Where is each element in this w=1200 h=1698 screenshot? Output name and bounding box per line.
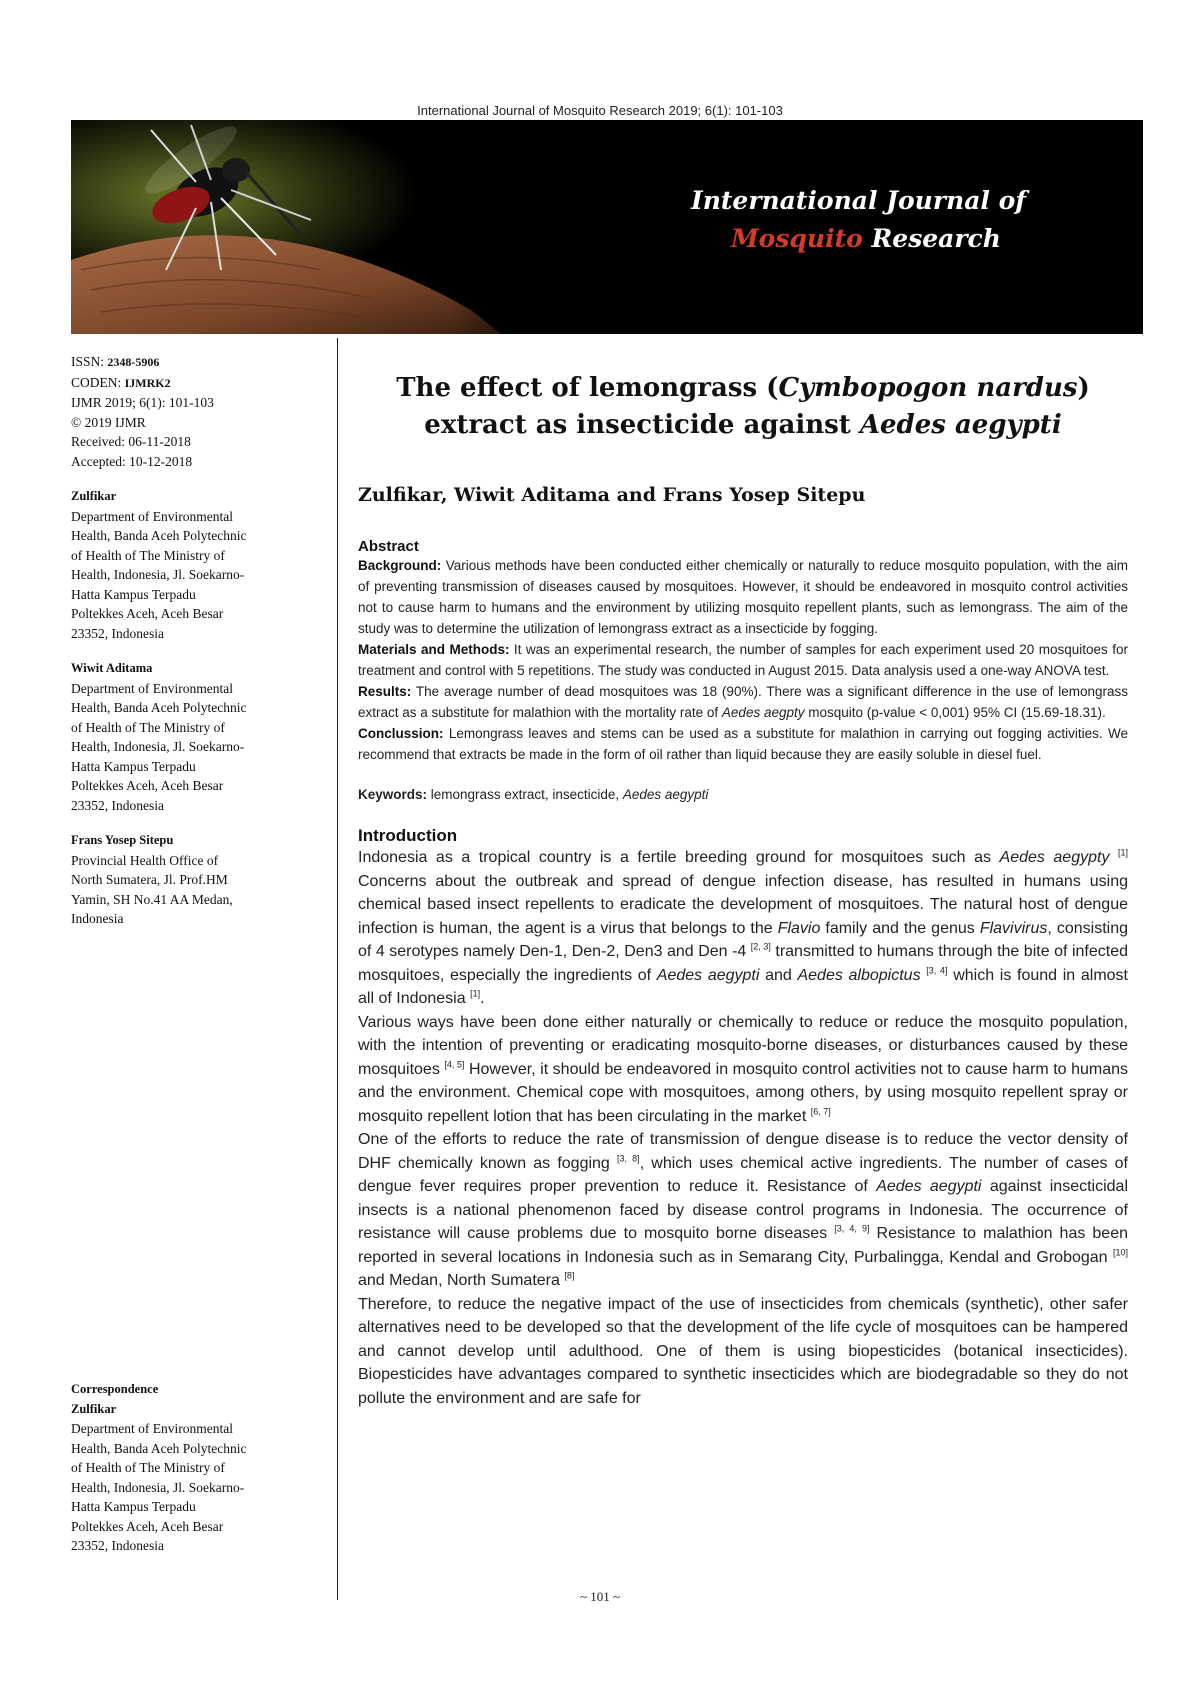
journal-banner xyxy=(71,120,1143,334)
article-main xyxy=(358,370,1128,1410)
abstract-conclusion: Conclussion: Lemongrass leaves and stems can be used as a substitute for malathion in carrying out fogging activities. We recommend that extracts be made in the form of oil rather than liquid because they are easily soluble in diesel fuel. xyxy=(358,726,1128,762)
author-affiliation: Frans Yosep Sitepu Provincial Health Office of North Sumatera, Jl. Prof.HM Yamin, SH No.41 AA Medan, Indonesia xyxy=(71,831,311,929)
abstract-results: Results: The average number of dead mosquitoes was 18 (90%). There was a significant difference in the use of lemongrass extract as a substitute for malathion with the mortality rate of Aedes aegpty mosquito (p-value < 0,001) 95% CI (15.69-18.31). xyxy=(358,684,1128,720)
abstract-background: Background: Various methods have been conducted either chemically or naturally to reduce mosquito population, with the aim of preventing transmission of diseases caused by mosquitoes. However, it should be endeavored in mosquito control activities not to cause harm to humans and the environment by utilizing mosquito repellent plants, such as lemongrass. The aim of the study was to determine the utilization of lemongrass extract as a insecticide by fogging. xyxy=(358,558,1128,636)
journal-name-line2 xyxy=(691,220,1121,258)
correspondence-label: Correspondence xyxy=(71,1382,159,1396)
article-title: The effect of lemongrass (Cymbopogon nardus) extract as insecticide against Aedes aegypti xyxy=(396,373,1090,440)
correspondence-name: Zulfikar xyxy=(71,1401,117,1416)
intro-paragraph-2: Various ways have been done either naturally or chemically to reduce or reduce the mosquito population, with the intention of preventing or eradicating mosquito-borne diseases, or disturbances caused by these mosquitoes [4, 5] However, it should be endeavored in mosquito control activities not to cause harm to humans and the environment. Chemical cope with mosquitoes, among others, by using mosquito repellent spray or mosquito repellent lotion that has been circulating in the market [6, 7] xyxy=(358,1013,1129,1125)
correspondence-block: Correspondence Zulfikar Department of Environmental Health, Banda Aceh Polytechnic of Health of The Ministry of Health, Indonesia, Jl. Soekarno- Hatta Kampus Terpadu Poltekkes Aceh, Aceh Besar 23352, Indonesia xyxy=(71,1380,311,1556)
author-name: Zulfikar xyxy=(71,489,117,503)
issn-line: ISSN: 2348-5906 xyxy=(71,354,160,369)
intro-paragraph-3: One of the efforts to reduce the rate of transmission of dengue disease is to reduce the vector density of DHF chemically known as fogging [3, 8], which uses chemical active ingredients. The number of cases of dengue fever requires proper prevention to reduce it. Resistance of Aedes aegypti against insecticidal insects is a national phenomenon faced by disease control programs in Indonesia. The occurrence of resistance will cause problems due to mosquito borne diseases [3, 4, 9] Resistance to malathion has been reported in several locations in Indonesia such as in Semarang City, Purbalingga, Kendal and Grobogan [10] and Medan, North Sumatera [8] xyxy=(358,1131,1129,1289)
journal-name-rest: Research xyxy=(862,224,1001,253)
coden-line: CODEN: IJMRK2 xyxy=(71,374,171,390)
article-info-sidebar xyxy=(71,352,311,929)
intro-paragraph-4: Therefore, to reduce the negative impact of the use of insecticides from chemicals (synthetic), other safer alternatives need to be developed so that the development of the life cycle of mosquitoes can be hampered and cannot develop until adulthood. One of them is using biopesticides (botanical insecticides). Biopesticides have advantages compared to synthetic insecticides which are biodegradable so they do not pollute the environment and are safe for xyxy=(358,1295,1128,1407)
article-authors: Zulfikar, Wiwit Aditama and Frans Yosep Sitepu xyxy=(358,484,866,506)
abstract-heading: Abstract xyxy=(358,538,419,555)
journal-name-line1: International Journal of xyxy=(691,186,1027,215)
abstract-methods: Materials and Methods: It was an experimental research, the number of samples for each experiment used 20 mosquitoes for treatment and control with 5 repetitions. The study was conducted in August 2015. Data analysis used a one-way ANOVA test. xyxy=(358,642,1128,678)
citation-line: IJMR 2019; 6(1): 101-103 xyxy=(71,395,214,410)
keywords: Keywords: lemongrass extract, insecticide, Aedes aegypti xyxy=(358,787,709,802)
received-date: Received: 06-11-2018 xyxy=(71,434,191,449)
accepted-date: Accepted: 10-12-2018 xyxy=(71,453,193,469)
author-affiliation: Zulfikar Department of Environmental Health, Banda Aceh Polytechnic of Health of The Ministry of Health, Indonesia, Jl. Soekarno- Hatta Kampus Terpadu Poltekkes Aceh, Aceh Besar 23352, Indonesia xyxy=(71,487,311,643)
journal-name xyxy=(691,182,1121,258)
introduction-heading: Introduction xyxy=(358,826,458,845)
author-affiliation: Wiwit Aditama Department of Environmental Health, Banda Aceh Polytechnic of Health of The Ministry of Health, Indonesia, Jl. Soekarno- Hatta Kampus Terpadu Poltekkes Aceh, Aceh Besar 23352, Indonesia xyxy=(71,659,311,815)
page-number: ~ 101 ~ xyxy=(579,1589,621,1604)
intro-paragraph-1: Indonesia as a tropical country is a fertile breeding ground for mosquitoes such as Aedes aegypty [1] Concerns about the outbreak and spread of dengue infection disease, has resulted in humans using chemical based insect repellents to eradicate the development of mosquitoes. The natural host of dengue infection is human, the agent is a virus that belongs to the Flavio family and the genus Flavivirus, consisting of 4 serotypes namely Den-1, Den-2, Den3 and Den -4 [2, 3] transmitted to humans through the bite of infected mosquitoes, especially the ingredients of Aedes aegypti and Aedes albopictus [3, 4] which is found in almost all of Indonesia [1]. xyxy=(358,847,1128,1007)
author-name: Wiwit Aditama xyxy=(71,661,153,675)
column-divider xyxy=(337,338,338,1600)
copyright-line: © 2019 IJMR xyxy=(71,414,146,430)
running-head: International Journal of Mosquito Research 2019; 6(1): 101-103 xyxy=(417,103,783,118)
author-name: Frans Yosep Sitepu xyxy=(71,833,174,847)
journal-name-accent: Mosquito xyxy=(731,224,863,253)
